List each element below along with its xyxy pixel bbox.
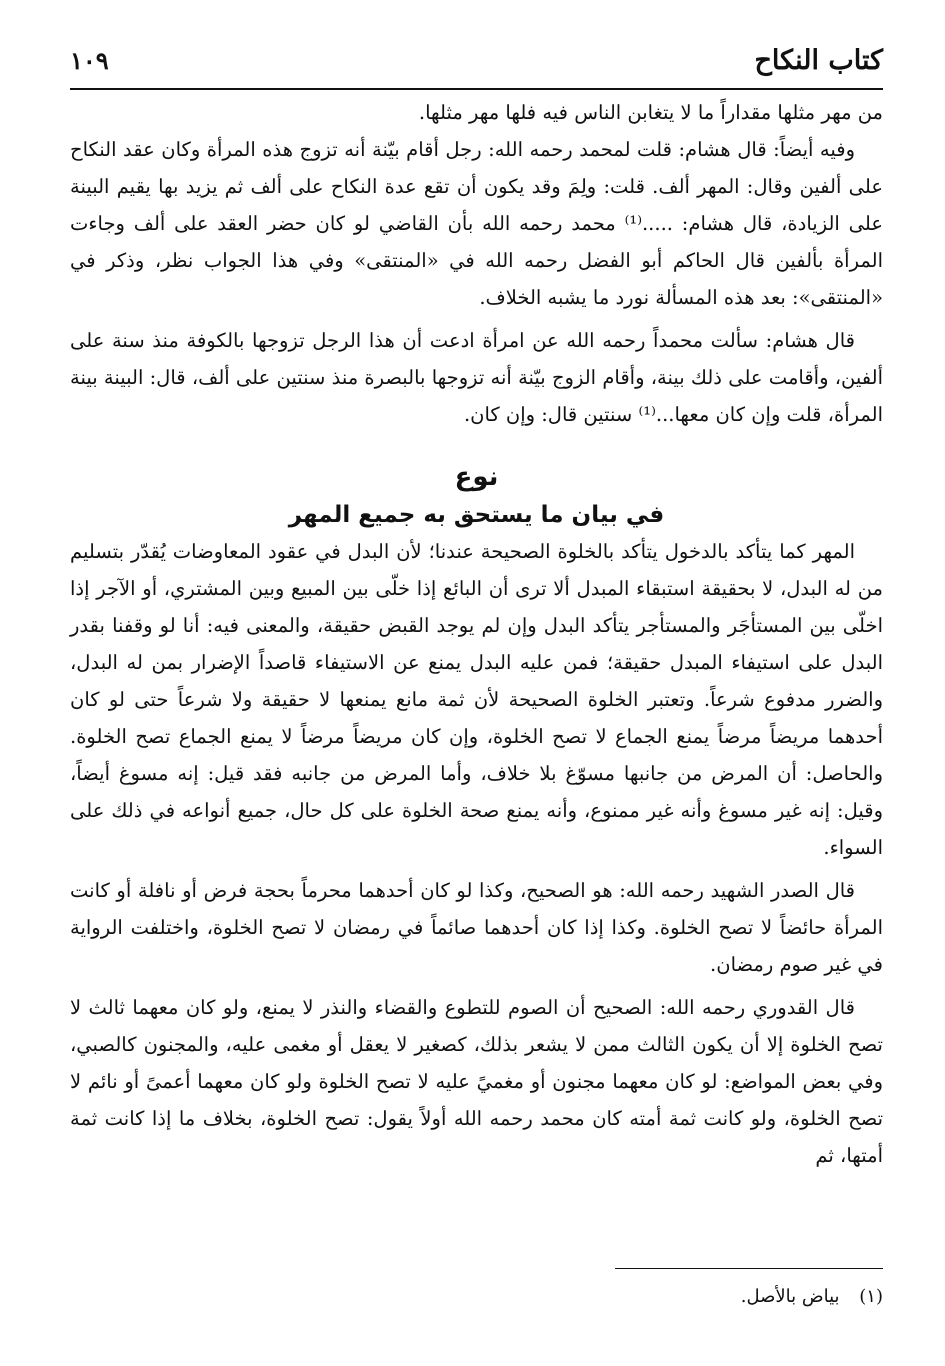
paragraph: من مهر مثلها مقداراً ما لا يتغابن الناس فيه فلها مهر مثلها. <box>418 101 883 124</box>
page-number: ١٠٩ <box>70 45 109 75</box>
page-header <box>70 34 883 86</box>
section-heading: نوع <box>454 462 499 492</box>
footnote-mark: (١) <box>859 1286 883 1307</box>
running-title: كتاب النكاح <box>754 44 883 76</box>
paragraph: وفيه أيضاً: قال هشام: قلت لمحمد رحمه الله: رجل أقام بيّنة أنه تزوج هذه المرأة وكان عقد النكاح على ألفين وقال: المهر ألف. قلت: ولِمَ وقد يكون أن تقع عدة النكاح على ألف ثم يزيد بها يقيم البينة على الزيادة، قال هشام: .....⁽¹⁾ محمد رحمه الله بأن القاضي لو كان حضر العقد على ألف وجاءت المرأة بألفين قال الحاكم أبو الفضل رحمه الله في «المنتقى» وفي هذا الجواب نظر، وذكر في «المنتقى»: بعد هذه المسألة نورد ما يشبه الخلاف. <box>70 138 883 309</box>
header-rule <box>70 88 883 90</box>
footnote <box>741 1286 883 1307</box>
paragraph: قال القدوري رحمه الله: الصحيح أن الصوم للتطوع والقضاء والنذر لا يمنع، ولو كان معهما ثالث لا تصح الخلوة إلا أن يكون الثالث ممن لا يشعر بذلك، كصغير لا يعقل أو مغمى عليه، والمجنون كالصبي، وفي بعض المواضع: لو كان معهما مجنون أو مغميً عليه لا تصح الخلوة ولو كان معهما أعمىً أو نائم لا تصح الخلوة، ولو كانت ثمة أمته كان محمد رحمه الله أولاً يقول: تصح الخلوة، بخلاف ما إذا كانت ثمة أمتها، ثم <box>70 996 883 1167</box>
paragraph: قال الصدر الشهيد رحمه الله: هو الصحيح، وكذا لو كان أحدهما محرماً بحجة فرض أو نافلة أو كانت المرأة حائضاً لا تصح الخلوة. وكذا إذا كان أحدهما صائماً في رمضان لا تصح الخلوة، واختلفت الرواية في غير صوم رمضان. <box>70 879 883 976</box>
body-text <box>70 94 883 1174</box>
footnote-text: بياض بالأصل. <box>740 1286 840 1307</box>
paragraph: المهر كما يتأكد بالدخول يتأكد بالخلوة الصحيحة عندنا؛ لأن البدل في عقود المعاوضات يُقدّر بتسليم من له البدل، لا بحقيقة استبقاء المبدل ألا ترى أن البائع إذا خلّى بين المبيع وبين المشتري، أو الآجر إذا اخلّى بين المستأجَر والمستأجر يتأكد البدل وإن لم يوجد القبض حقيقة، والمعنى فيه: أنا لو وقفنا بقدر البدل على استيفاء المبدل حقيقة؛ فمن عليه البدل يمنع عن الاستيفاء قاصداً الإضرار بمن له البدل، والضرر مدفوع شرعاً. وتعتبر الخلوة الصحيحة لأن ثمة مانع يمنعها لا حقيقة ولا شرعاً حتى لو كان أحدهما مريضاً مرضاً يمنع الجماع لا تصح الخلوة، وإن كان مريضاً مرضاً لا يمنع الجماع تصح الخلوة. والحاصل: أن المرض من جانبها مسوّغ بلا خلاف، وأما المرض من جانبه فقد قيل: إنه مسوغ أيضاً، وقيل: إنه غير مسوغ وأنه غير ممنوع، وأنه يمنع صحة الخلوة على كل حال، جميع أنواعه في ذلك على السواء. <box>70 540 883 859</box>
paragraph: قال هشام: سألت محمداً رحمه الله عن امرأة ادعت أن هذا الرجل تزوجها بالكوفة منذ سنة على ألفين، وأقامت على ذلك بينة، وأقام الزوج بيّنة أنه تزوجها بالبصرة منذ سنتين على ألف، قال: البينة بينة المرأة، قلت وإن كان معها...⁽¹⁾ سنتين قال: وإن كان. <box>70 329 883 426</box>
footnote-rule <box>615 1268 883 1269</box>
section-subheading: في بيان ما يستحق به جميع المهر <box>288 502 665 528</box>
